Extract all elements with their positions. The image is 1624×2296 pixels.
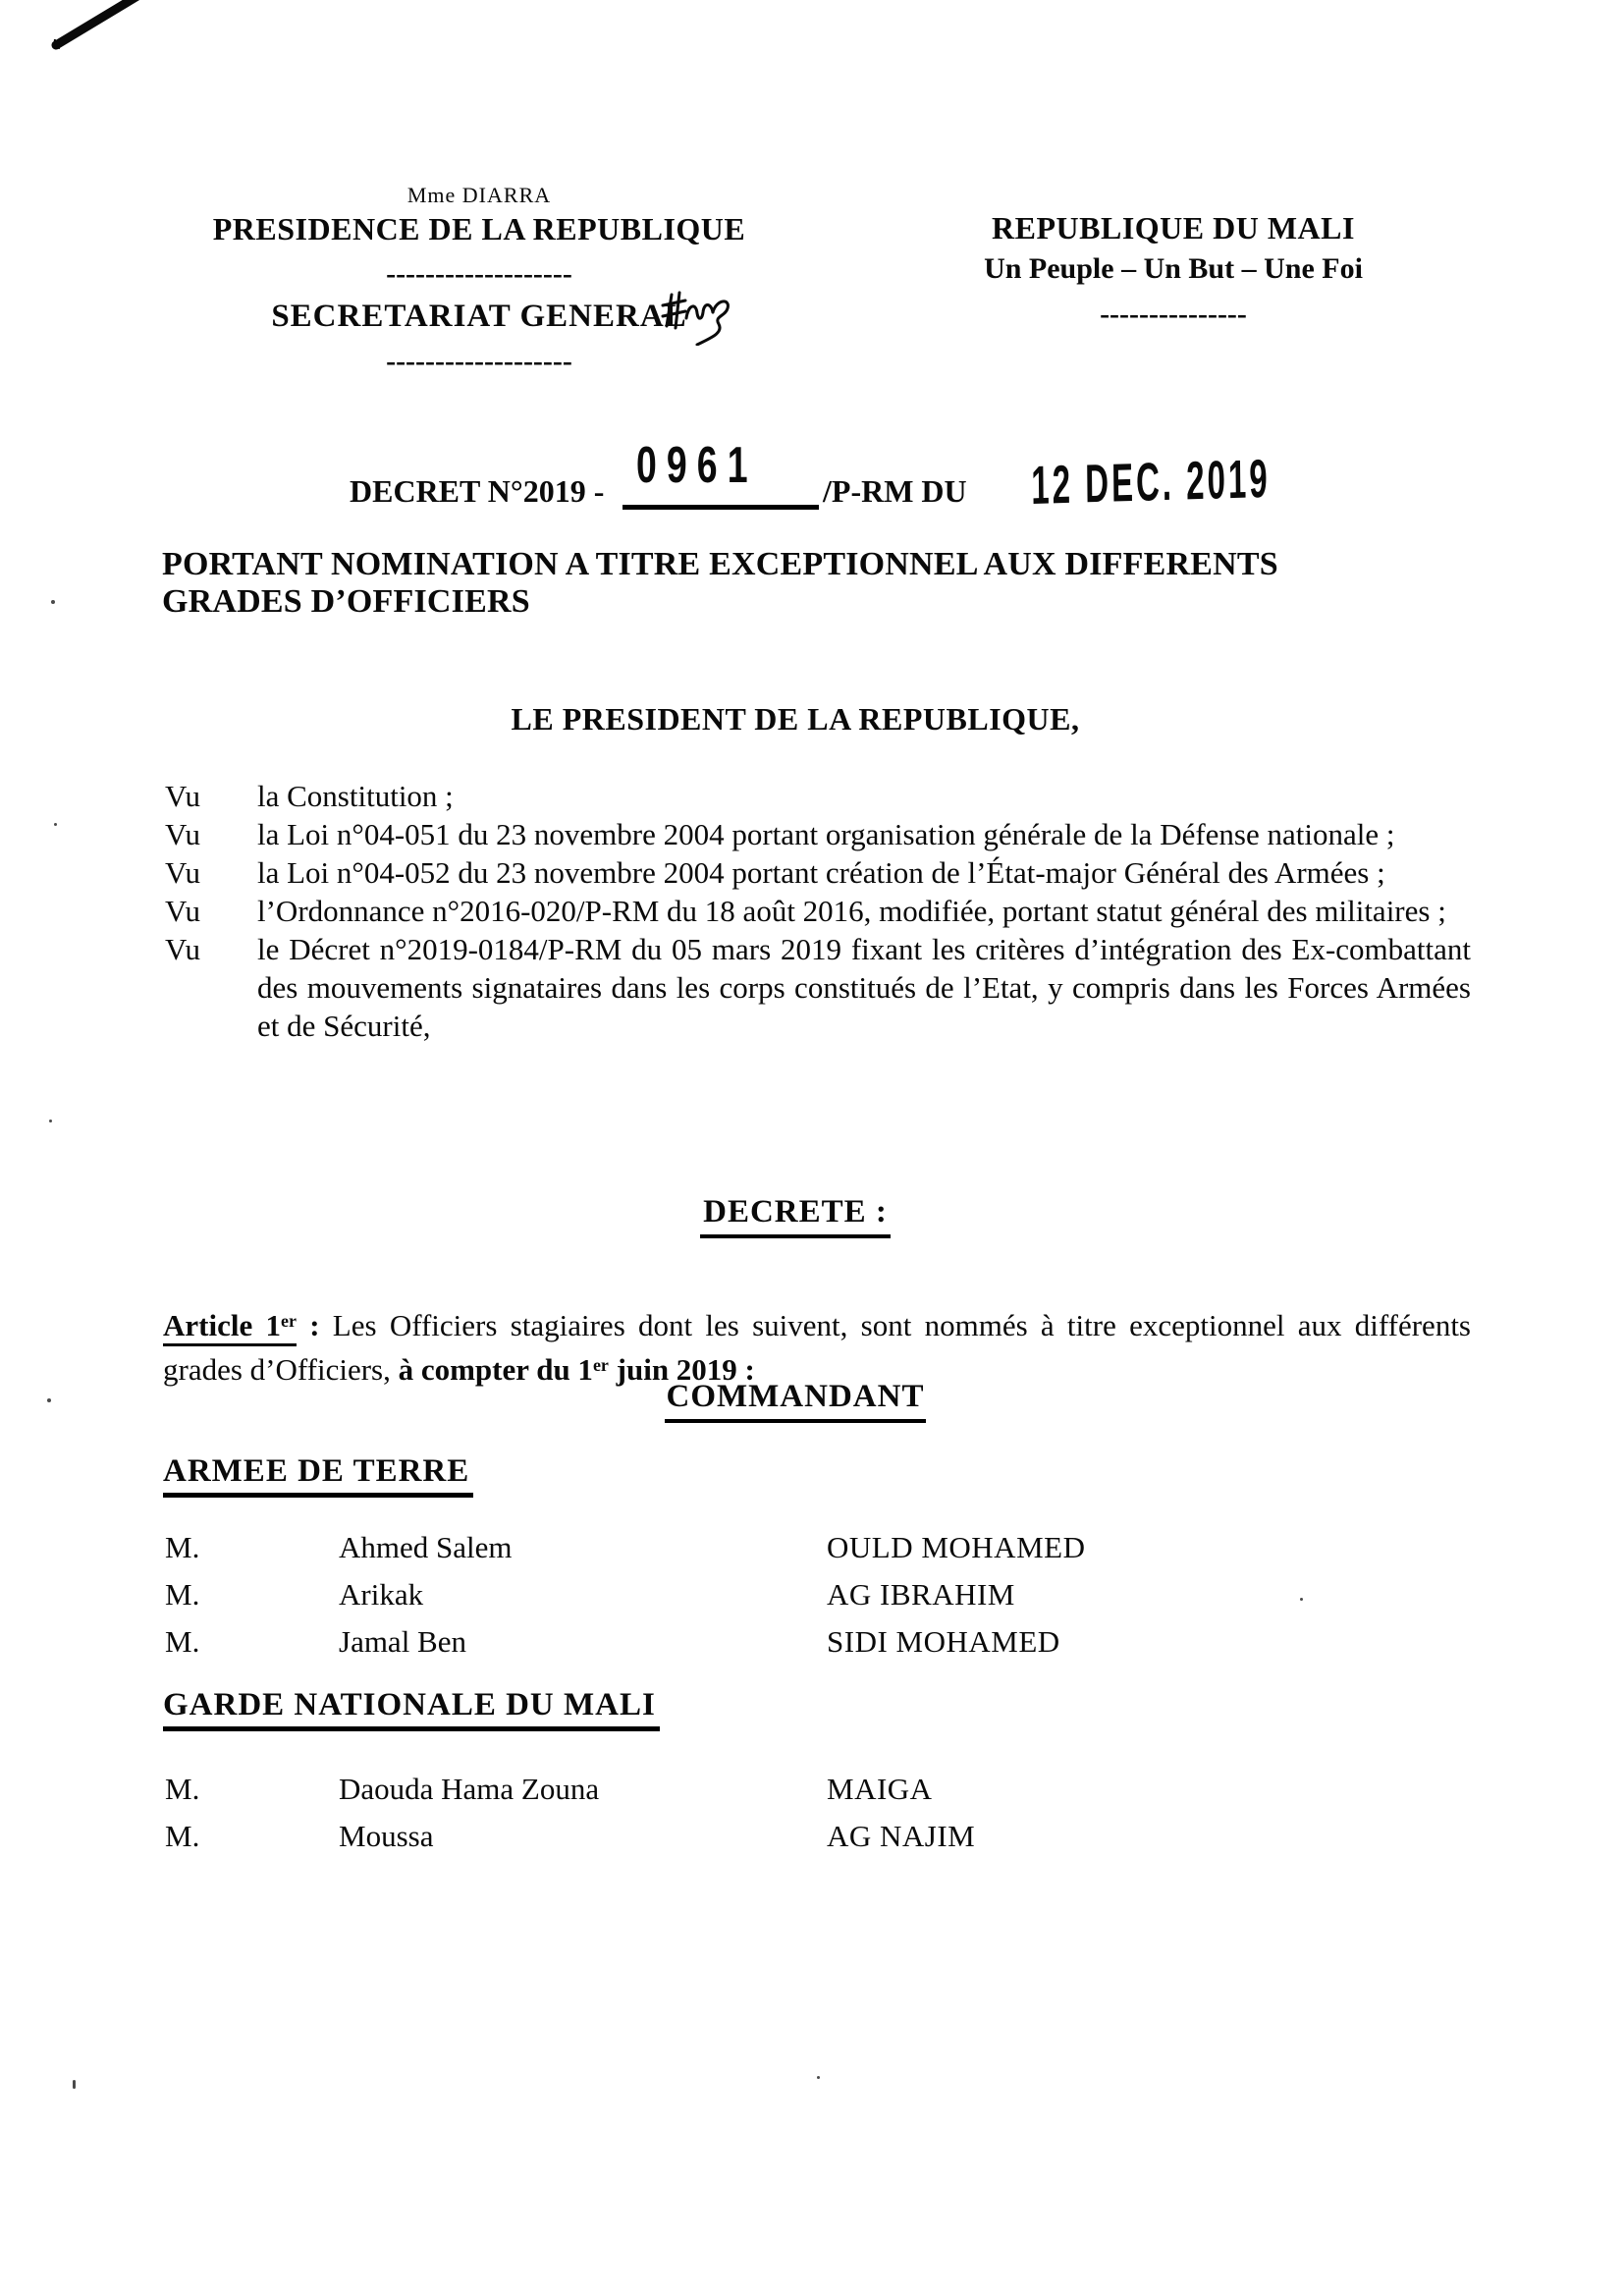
decree-date-stamp: 12 DEC. 2019: [1031, 447, 1271, 516]
vu-label: Vu: [165, 779, 201, 813]
pen-stroke-mark: [0, 0, 167, 69]
section-heading-garde-nationale: GARDE NATIONALE DU MALI: [163, 1687, 660, 1731]
article-1-label-text: Article 1: [163, 1308, 281, 1342]
divider-dashes: -------------------: [386, 345, 572, 377]
vu-label: Vu: [165, 894, 201, 928]
article-1-emphasis-superscript: er: [592, 1355, 609, 1376]
secretariat-title: SECRETARIAT GENERAL: [271, 299, 687, 334]
vu-text: la Constitution ;: [257, 779, 454, 813]
officer-row: [165, 1530, 1343, 1577]
article-1-label: [163, 1308, 297, 1346]
armee-de-terre-rows: [165, 1530, 1343, 1671]
vu-clause-list: [163, 777, 1471, 1045]
decree-title: [162, 546, 1340, 621]
article-1-emphasis-tail: juin 2019 :: [608, 1352, 755, 1387]
vu-label: Vu: [165, 932, 201, 966]
republic-title: REPUBLIQUE DU MALI: [992, 210, 1355, 246]
vu-text: la Loi n°04-052 du 23 novembre 2004 portant création de l’État-major Général des Armées ;: [257, 855, 1385, 890]
divider-dashes: -------------------: [386, 257, 572, 290]
civility: M.: [165, 1624, 200, 1659]
decree-title-line2: GRADES D’OFFICIERS: [162, 583, 530, 620]
officer-row: [165, 1819, 1343, 1866]
given-name: Daouda Hama Zouna: [339, 1772, 600, 1806]
decrete-heading: DECRETE :: [700, 1194, 891, 1238]
vu-text: le Décret n°2019-0184/P-RM du 05 mars 2019 fixant les critères d’intégration des Ex-combattant des mouvements signataires dans les corps constitués de l’Etat, y compris dans les Forces Armées et de Sécurité,: [257, 932, 1471, 1043]
scan-speck: [73, 2080, 76, 2089]
scan-speck: [49, 1120, 52, 1122]
article-colon: :: [296, 1308, 333, 1342]
scan-speck: [47, 1398, 51, 1402]
garde-nationale-rows: [165, 1772, 1343, 1866]
vu-clause: [163, 777, 1471, 815]
decree-number-prefix: DECRET N°2019 -: [350, 473, 605, 509]
salutation: LE PRESIDENT DE LA REPUBLIQUE,: [511, 701, 1080, 737]
given-name: Arikak: [339, 1577, 424, 1612]
civility: M.: [165, 1577, 200, 1612]
civility: M.: [165, 1530, 200, 1564]
article-1-body: Les Officiers stagiaires dont les suivent, sont nommés à titre exceptionnel aux différents grades d’Officiers,: [163, 1308, 1471, 1387]
decree-number-underline: [623, 505, 819, 510]
scan-speck: [1300, 1598, 1303, 1601]
vu-clause: [163, 853, 1471, 892]
handwritten-attribution-note: Mme DIARRA: [406, 183, 552, 207]
family-name: AG IBRAHIM: [827, 1577, 1015, 1612]
grade-heading: COMMANDANT: [665, 1379, 927, 1423]
vu-clause: [163, 815, 1471, 853]
vu-clause: [163, 930, 1471, 1045]
given-name: Moussa: [339, 1819, 434, 1853]
family-name: MAIGA: [827, 1772, 933, 1806]
civility: M.: [165, 1819, 200, 1853]
divider-dashes: ---------------: [1100, 298, 1247, 330]
issuing-authority-block: [175, 183, 784, 377]
section-heading-armee-de-terre: ARMEE DE TERRE: [163, 1453, 473, 1498]
family-name: OULD MOHAMED: [827, 1530, 1086, 1564]
decree-title-line1: PORTANT NOMINATION A TITRE EXCEPTIONNEL AUX DIFFERENTS: [162, 546, 1278, 582]
vu-text: l’Ordonnance n°2016-020/P-RM du 18 août 2016, modifiée, portant statut général des militaires ;: [257, 894, 1446, 928]
decree-number-stamp: 0961: [636, 437, 758, 494]
given-name: Ahmed Salem: [339, 1530, 513, 1564]
scan-speck: [817, 2076, 820, 2079]
family-name: SIDI MOHAMED: [827, 1624, 1060, 1659]
vu-label: Vu: [165, 817, 201, 851]
article-1-emphasis-text: à compter du 1: [398, 1352, 593, 1387]
grade-heading-row: [0, 1379, 1591, 1423]
given-name: Jamal Ben: [339, 1624, 466, 1659]
vu-label: Vu: [165, 855, 201, 890]
scan-speck: [51, 600, 55, 604]
officer-row: [165, 1772, 1343, 1819]
republic-block: [947, 210, 1399, 330]
decree-number-suffix: /P-RM DU: [823, 473, 967, 509]
civility: M.: [165, 1772, 200, 1806]
family-name: AG NAJIM: [827, 1819, 976, 1853]
article-1-label-superscript: er: [280, 1311, 297, 1332]
scan-speck: [54, 823, 57, 826]
decrete-heading-row: [0, 1194, 1591, 1238]
presidency-title: PRESIDENCE DE LA REPUBLIQUE: [212, 211, 746, 246]
handwritten-initials: [660, 289, 742, 346]
national-motto: Un Peuple – Un But – Une Foi: [984, 252, 1363, 285]
vu-clause: [163, 892, 1471, 930]
vu-text: la Loi n°04-051 du 23 novembre 2004 portant organisation générale de la Défense nationale ;: [257, 817, 1395, 851]
officer-row: [165, 1624, 1343, 1671]
officer-row: [165, 1577, 1343, 1624]
